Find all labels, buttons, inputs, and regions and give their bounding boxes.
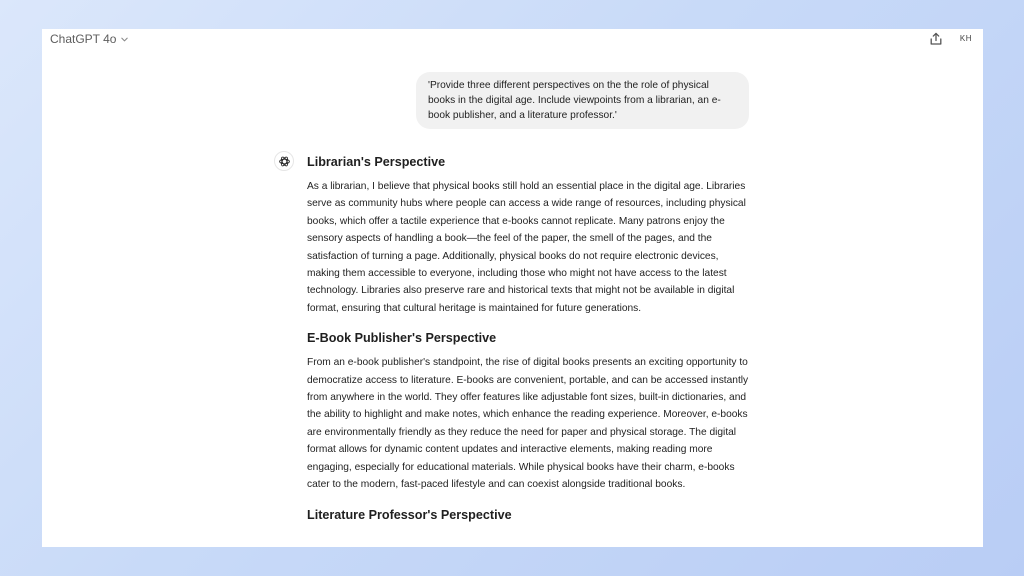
section-heading: Librarian's Perspective	[307, 155, 446, 169]
section-body: From an e-book publisher's standpoint, the rise of digital books presents an exciting opportunity to democratize access to literature. E-books are convenient, portable, and can be accessed instantly from anywhere in the world. They offer features like adjustable font sizes, built-in dictionaries, and the ability to highlight and make notes, which enhance the reading experience. Moreover, e-books are environmentally friendly as they reduce the need for paper and physical storage. The digital format allows for dynamic content updates and interactive elements, making reading more engaging, especially for educational materials. While physical books have their charm, e-books cater to the modern, fast-paced lifestyle and can coexist alongside traditional books.	[307, 357, 749, 491]
avatar[interactable]: KH	[959, 34, 972, 43]
top-bar	[42, 29, 983, 51]
response-section	[307, 506, 749, 524]
model-label: ChatGPT 4o	[50, 32, 117, 46]
user-message-bubble	[416, 72, 749, 129]
share-icon[interactable]	[929, 32, 943, 46]
chat-window	[42, 29, 983, 547]
section-heading: Literature Professor's Perspective	[307, 507, 512, 522]
chatgpt-logo-icon	[278, 155, 291, 168]
section-body: As a librarian, I believe that physical books still hold an essential place in the digital age. Libraries serve as community hubs where people can access a wide range of resources, including physical books, which offer a tactile experience that e-books cannot replicate. Many patrons enjoy the sensory aspects of handling a book—the feel of the paper, the smell of the pages, and the satisfaction of turning a page. Additionally, physical books do not require electronic devices, making them accessible to everyone, including those who might not have access to the latest technology. Libraries also preserve rare and historical texts that might not be available in digital format, ensuring that cultural heritage is maintained for future generations.	[307, 181, 746, 314]
chevron-down-icon	[120, 35, 129, 44]
user-message-text: 'Provide three different perspectives on the the role of physical books in the digital age. Include viewpoints from a librarian, an e-book publisher, and a literature professor.'	[428, 80, 721, 121]
section-heading: E-Book Publisher's Perspective	[307, 331, 497, 346]
model-selector[interactable]	[50, 32, 129, 46]
response-section	[307, 329, 749, 493]
assistant-avatar	[274, 151, 294, 171]
assistant-response	[307, 153, 749, 524]
response-section	[307, 153, 749, 317]
